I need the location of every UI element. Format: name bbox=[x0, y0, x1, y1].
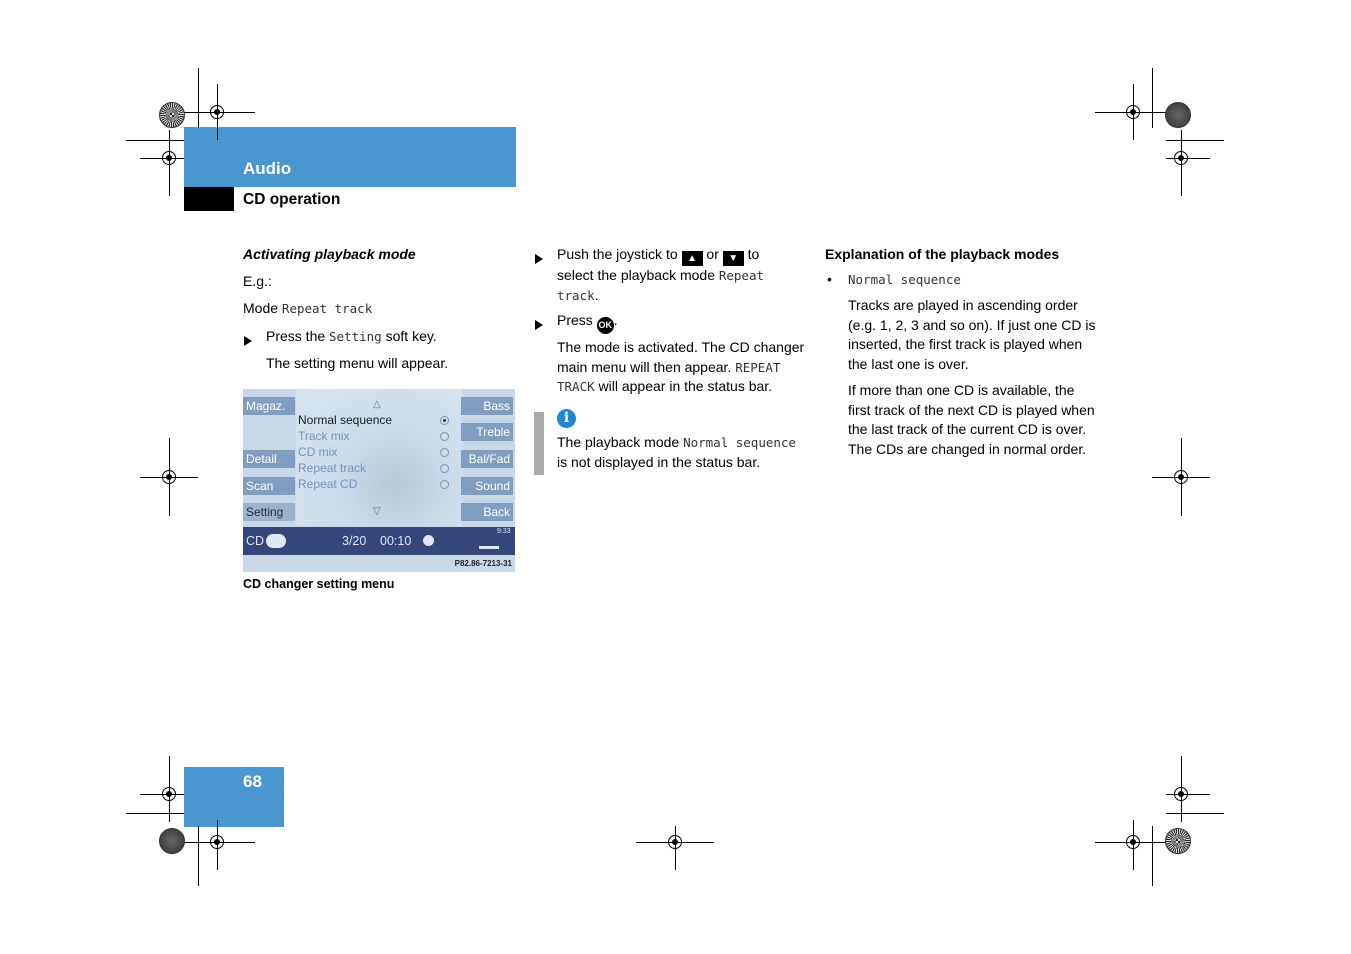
bullet-arrow-icon bbox=[244, 333, 252, 351]
radio-icon bbox=[440, 448, 449, 457]
figure-caption: CD changer setting menu bbox=[243, 577, 395, 591]
registration-target-icon bbox=[1174, 787, 1188, 801]
signal-icon bbox=[479, 540, 499, 549]
softkey-sound: Sound bbox=[461, 477, 513, 495]
radio-selected-icon bbox=[440, 416, 449, 425]
softkey-magaz: Magaz. bbox=[243, 397, 295, 415]
step-press-setting bbox=[266, 327, 437, 347]
step-text-mid: to select the playback mode bbox=[557, 246, 760, 283]
page-number: 68 bbox=[243, 772, 262, 791]
subsection-title: CD operation bbox=[243, 191, 341, 208]
softkey-bass: Bass bbox=[461, 397, 513, 415]
setting-key-label: Setting bbox=[329, 329, 382, 344]
scroll-up-icon: △ bbox=[373, 399, 381, 410]
registration-target-icon bbox=[162, 470, 176, 484]
registration-target-icon bbox=[210, 835, 224, 849]
radio-icon bbox=[440, 480, 449, 489]
step-press-ok: Press OK . bbox=[557, 311, 618, 334]
result-text: The mode is activated. The CD changer main menu will then appear. bbox=[557, 339, 805, 375]
bullet-arrow-icon bbox=[535, 251, 543, 269]
info-text-end: is not displayed in the status bar. bbox=[557, 453, 761, 470]
explanation-para-2: If more than one CD is available, the first track of the next CD is played when the last track of the current CD is over. The CDs are changed in normal order. bbox=[848, 382, 1095, 457]
status-clock: 9:33 bbox=[497, 528, 511, 535]
option-repeat-cd: Repeat CD bbox=[298, 477, 358, 491]
info-mode-label: Normal sequence bbox=[683, 435, 796, 450]
info-side-bar bbox=[534, 412, 544, 475]
radio-icon bbox=[440, 464, 449, 473]
status-source: CD bbox=[246, 534, 265, 548]
mode-repeat-track: Repeat track bbox=[557, 268, 765, 303]
registration-dial-icon bbox=[1165, 102, 1191, 128]
registration-dial-icon bbox=[159, 102, 185, 128]
softkey-scan: Scan bbox=[243, 477, 295, 495]
registration-target-icon bbox=[162, 151, 176, 165]
registration-target-icon bbox=[1174, 151, 1188, 165]
result-text-end: will appear in the status bar. bbox=[598, 378, 773, 394]
mode-prefix: Mode bbox=[243, 300, 279, 316]
or-text: or bbox=[706, 246, 719, 262]
step-ok-result bbox=[557, 338, 807, 397]
scroll-down-icon: ▽ bbox=[373, 506, 381, 517]
example-label: E.g.: bbox=[243, 273, 272, 289]
bullet-arrow-icon bbox=[535, 317, 543, 335]
step-result: The setting menu will appear. bbox=[266, 355, 449, 371]
registration-target-icon bbox=[210, 105, 224, 119]
page-number-box bbox=[184, 767, 284, 827]
down-arrow-icon: ▼ bbox=[723, 251, 744, 266]
softkey-treble: Treble bbox=[461, 423, 513, 441]
mode-line bbox=[243, 299, 372, 319]
softkey-detail: Detail bbox=[243, 450, 295, 468]
header-bar bbox=[184, 127, 516, 187]
softkey-setting: Setting bbox=[243, 503, 295, 521]
option-track-mix: Track mix bbox=[298, 429, 350, 443]
status-time: 00:10 bbox=[380, 534, 412, 548]
disc-icon bbox=[423, 535, 434, 546]
step-joystick: Push the joystick to ▲ or ▼ to select the playback mode Repeat track. bbox=[557, 246, 765, 303]
step-text: Press bbox=[557, 312, 593, 328]
section-marker bbox=[184, 187, 234, 211]
figure-code: P82.86-7213-31 bbox=[454, 559, 512, 568]
activating-heading: Activating playback mode bbox=[243, 246, 416, 262]
registration-dial-icon bbox=[159, 828, 185, 854]
info-note bbox=[557, 433, 807, 472]
cd-icon bbox=[266, 534, 286, 548]
section-title: Audio bbox=[243, 159, 292, 178]
status-bar bbox=[243, 527, 515, 555]
ok-button-icon: OK bbox=[597, 317, 614, 334]
bullet-dot-icon: • bbox=[827, 271, 832, 287]
option-repeat-track: Repeat track bbox=[298, 461, 367, 475]
explanation-heading: Explanation of the playback modes bbox=[825, 246, 1060, 262]
option-cd-mix: CD mix bbox=[298, 445, 338, 459]
radio-icon bbox=[440, 432, 449, 441]
softkey-back: Back bbox=[461, 503, 513, 521]
up-arrow-icon: ▲ bbox=[682, 251, 703, 266]
registration-target-icon bbox=[1126, 835, 1140, 849]
softkey-bal-fad: Bal/Fad bbox=[461, 450, 513, 468]
mode-value: Repeat track bbox=[281, 301, 373, 316]
status-mode-label: REPEAT TRACK bbox=[557, 359, 781, 394]
explanation-para-1: Tracks are played in ascending order (e.g. 1, 2, 3 and so on). If just one CD is inserted, the first track is played when the last one is over. bbox=[848, 297, 1096, 372]
registration-target-icon bbox=[162, 787, 176, 801]
info-icon: i bbox=[557, 409, 576, 428]
registration-dial-icon bbox=[1165, 828, 1191, 854]
step-text-suffix: soft key. bbox=[385, 328, 437, 344]
registration-target-icon bbox=[1174, 470, 1188, 484]
normal-sequence-label: Normal sequence bbox=[848, 272, 961, 287]
registration-target-icon bbox=[668, 835, 682, 849]
info-text: The playback mode bbox=[557, 434, 680, 450]
registration-target-icon bbox=[1126, 105, 1140, 119]
cd-changer-screen bbox=[243, 389, 515, 572]
step-text: Press the bbox=[266, 328, 326, 344]
option-normal-sequence: Normal sequence bbox=[298, 413, 393, 427]
status-track: 3/20 bbox=[342, 534, 367, 548]
step-text: Push the joystick to bbox=[557, 246, 678, 262]
